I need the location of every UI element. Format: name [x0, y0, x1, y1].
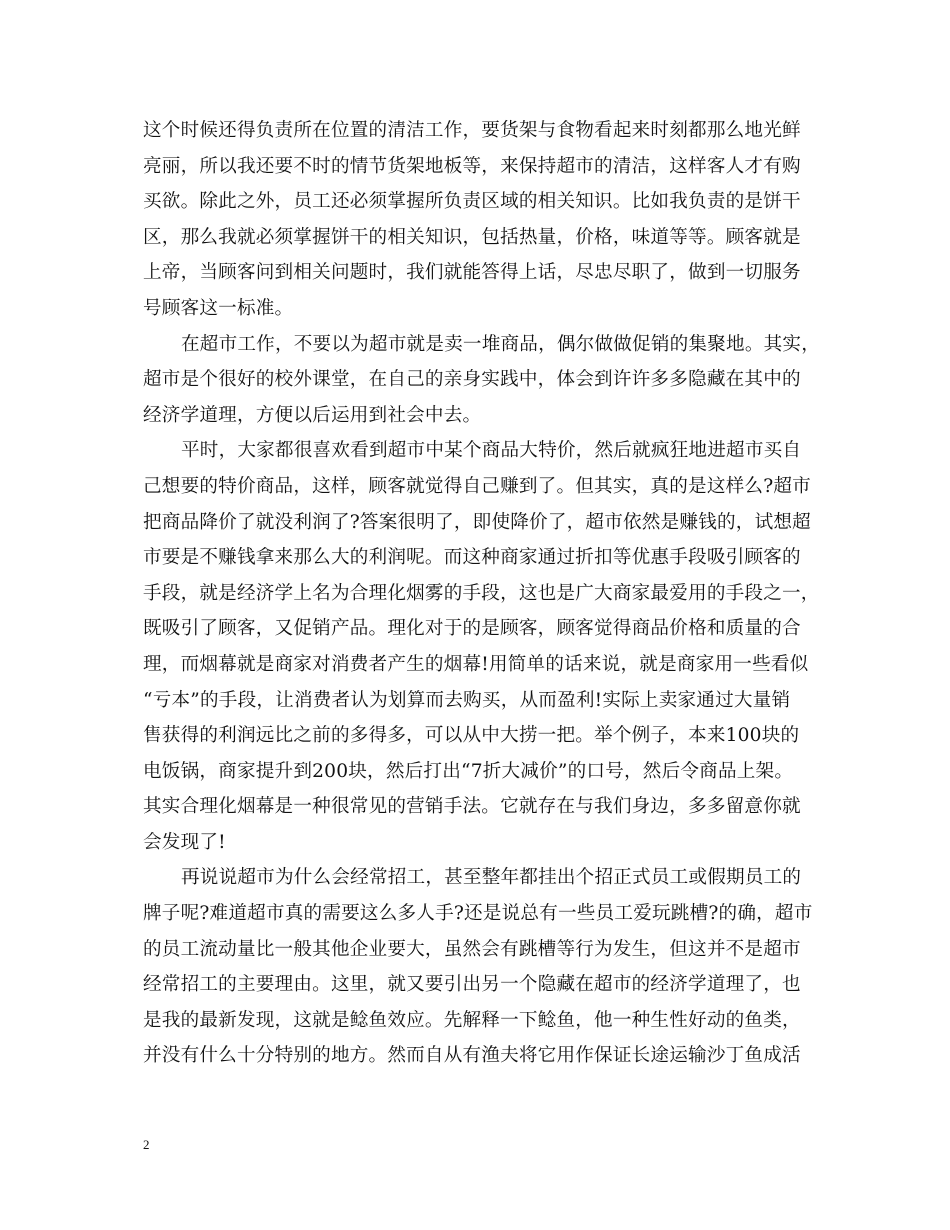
text-line: 号顾客这一标准。	[143, 297, 294, 319]
text-line: 售获得的利润远比之前的多得多，可以从中大捞一把。举个例子，本来100块的	[143, 725, 800, 747]
text-line: 手段，就是经济学上名为合理化烟雾的手段，这也是广大商家最爱用的手段之一，	[143, 582, 820, 604]
text-line: 是我的最新发现，这就是鲶鱼效应。先解释一下鲶鱼，他一种生性好动的鱼类，	[143, 1009, 801, 1031]
text-line: 亮丽，所以我还要不时的情节货架地板等，来保持超市的清洁，这样客人才有购	[143, 155, 801, 177]
text-line: 市要是不赚钱拿来那么大的利润呢。而这种商家通过折扣等优惠手段吸引顾客的	[143, 547, 801, 569]
text-line: 既吸引了顾客，又促销产品。理化对于的是顾客，顾客觉得商品价格和质量的合	[143, 618, 801, 640]
text-line: 把商品降价了就没利润了?答案很明了，即使降价了，超市依然是赚钱的，试想超	[143, 511, 811, 533]
text-line: 上帝，当顾客问到相关问题时，我们就能答得上话，尽忠尽职了，做到一切服务	[143, 262, 801, 284]
text-line: 牌子呢?难道超市真的需要这么多人手?还是说总有一些员工爱玩跳槽?的确，超市	[143, 903, 813, 925]
text-line: 理，而烟幕就是商家对消费者产生的烟幕!用简单的话来说，就是商家用一些看似	[143, 653, 809, 675]
text-line: “亏本”的手段，让消费者认为划算而去购买，从而盈利!实际上卖家通过大量销	[143, 689, 791, 711]
paragraph-first-line: 在超市工作，不要以为超市就是卖一堆商品，偶尔做做促销的集聚地。其实，	[181, 333, 820, 355]
text-line: 会发现了!	[143, 831, 226, 853]
text-line: 买欲。除此之外，员工还必须掌握所负责区域的相关知识。比如我负责的是饼干	[143, 191, 801, 213]
text-line: 电饭锅，商家提升到200块，然后打出“7折大减价”的口号，然后令商品上架。	[143, 760, 794, 782]
text-line: 这个时候还得负责所在位置的清洁工作，要货架与食物看起来时刻都那么地光鲜	[143, 120, 801, 141]
text-line: 超市是个很好的校外课堂，在自己的亲身实践中，体会到许许多多隐藏在其中的	[143, 369, 801, 391]
text-line: 并没有什么十分特别的地方。然而自从有渔夫将它用作保证长途运输沙丁鱼成活	[143, 1045, 801, 1067]
text-line: 经济学道理，方便以后运用到社会中去。	[143, 404, 482, 426]
text-line: 经常招工的主要理由。这里，就又要引出另一个隐藏在超市的经济学道理了，也	[143, 974, 801, 996]
page-number: 2	[143, 1137, 150, 1152]
text-line: 其实合理化烟幕是一种很常见的营销手法。它就存在与我们身边，多多留意你就	[143, 796, 801, 818]
paragraph-first-line: 再说说超市为什么会经常招工，甚至整年都挂出个招正式员工或假期员工的	[181, 867, 802, 889]
paragraph-first-line: 平时，大家都很喜欢看到超市中某个商品大特价，然后就疯狂地进超市买自	[181, 440, 802, 462]
text-line: 的员工流动量比一般其他企业要大，虽然会有跳槽等行为发生，但这并不是超市	[143, 938, 801, 960]
body-text	[143, 113, 823, 1074]
text-line: 区，那么我就必须掌握饼干的相关知识，包括热量，价格，味道等等。顾客就是	[143, 226, 801, 248]
text-line: 己想要的特价商品，这样，顾客就觉得自己赚到了。但其实，真的是这样么?超市	[143, 475, 811, 497]
